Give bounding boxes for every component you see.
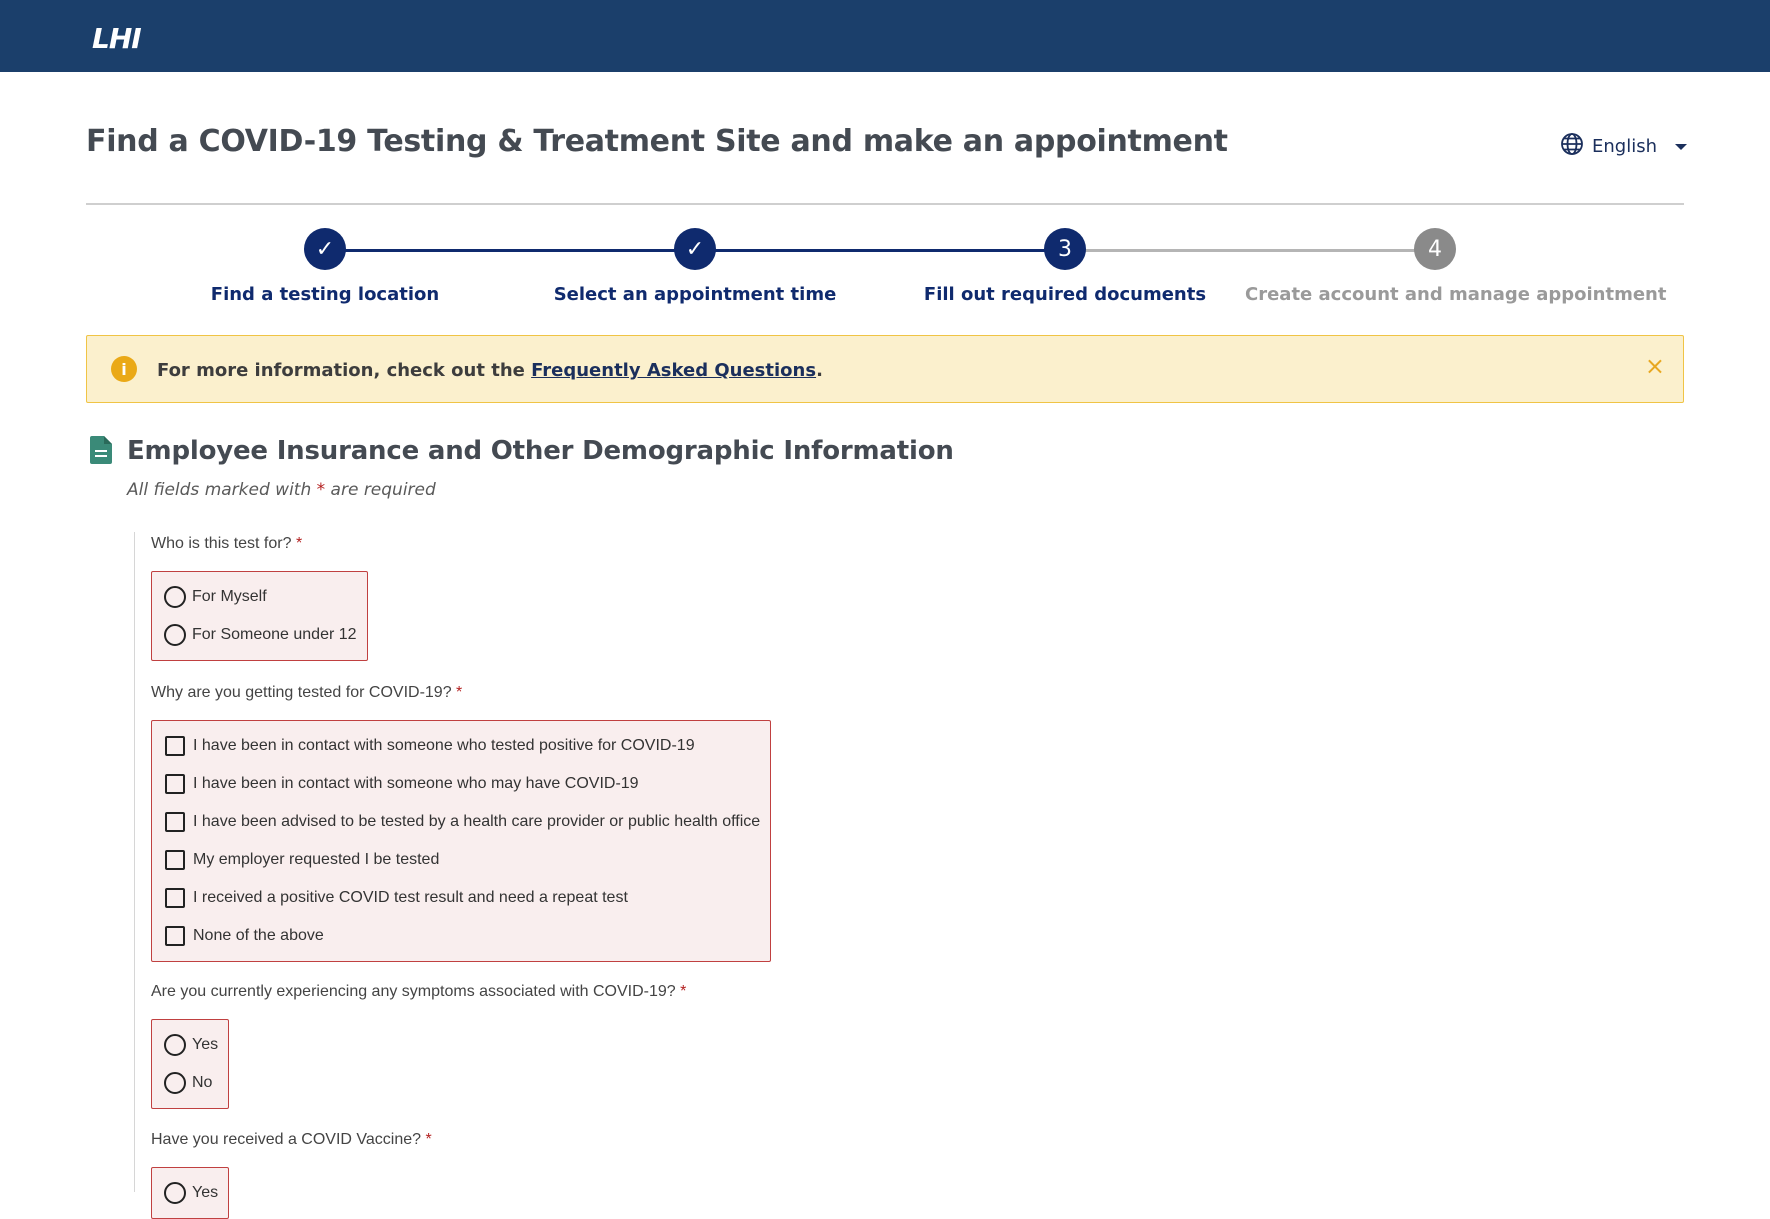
check-icon: ✓ [674,228,716,270]
checkbox-group-reason [151,720,771,962]
check-icon: ✓ [304,228,346,270]
option-label: I received a positive COVID test result and need a repeat test [193,889,628,906]
step-label: Fill out required documents [923,284,1207,305]
required-star: * [680,983,687,1000]
section-title: Employee Insurance and Other Demographic Information [127,436,954,466]
step-create-account [1245,228,1667,305]
option-label: For Myself [192,588,267,605]
info-icon: i [111,356,137,382]
option-label: No [192,1074,213,1091]
checkbox[interactable] [165,774,185,794]
question-text: Why are you getting tested for COVID-19? [151,684,452,701]
progress-stepper [0,228,1770,308]
required-star: * [456,684,463,701]
checkbox-option[interactable] [164,917,760,955]
step-number: 3 [1044,228,1086,270]
question-label [151,684,462,702]
lhi-logo[interactable]: LHI [92,22,141,55]
option-label: I have been in contact with someone who may have COVID-19 [193,775,639,792]
required-fields-note [127,480,436,500]
language-label: English [1592,136,1657,157]
option-label: For Someone under 12 [192,626,357,643]
radio-button[interactable] [164,1072,186,1094]
globe-icon [1560,132,1584,161]
info-message [157,360,823,381]
checkbox[interactable] [165,888,185,908]
required-note-text: All fields marked with [127,480,317,500]
step-number: 4 [1414,228,1456,270]
radio-group-vaccine [151,1167,229,1219]
option-label: Yes [192,1036,219,1053]
required-star: * [316,480,326,500]
radio-group-symptoms [151,1019,229,1109]
required-star: * [425,1131,432,1148]
checkbox-option[interactable] [164,765,760,803]
radio-button[interactable] [164,1034,186,1056]
option-label: I have been advised to be tested by a health care provider or public health office [193,813,761,830]
checkbox-option[interactable] [164,727,760,765]
option-label: Yes [192,1184,219,1201]
question-text: Are you currently experiencing any symptoms associated with COVID-19? [151,983,676,1000]
page-title: Find a COVID-19 Testing & Treatment Site and make an appointment [86,124,1228,159]
step-select-time[interactable] [505,228,885,305]
option-label: I have been in contact with someone who tested positive for COVID-19 [193,737,695,754]
radio-button[interactable] [164,624,186,646]
question-label [151,535,302,553]
radio-option[interactable] [164,1026,218,1064]
language-selector[interactable] [1560,132,1687,161]
radio-button[interactable] [164,1182,186,1204]
checkbox[interactable] [165,812,185,832]
radio-button[interactable] [164,586,186,608]
radio-option[interactable] [164,1064,218,1102]
question-text: Have you received a COVID Vaccine? [151,1131,422,1148]
checkbox[interactable] [165,736,185,756]
required-note-text: are required [325,480,436,500]
checkbox-option[interactable] [164,803,760,841]
question-text: Who is this test for? [151,535,292,552]
info-message-text: For more information, check out the [157,360,532,381]
step-label: Create account and manage appointment [1245,284,1667,305]
step-label: Find a testing location [210,284,440,305]
close-icon[interactable]: × [1644,352,1665,380]
step-fill-documents [875,228,1255,305]
caret-down-icon [1675,144,1687,150]
title-divider [86,203,1684,205]
required-star: * [295,535,303,552]
info-banner [86,335,1684,403]
radio-option[interactable] [164,1174,218,1212]
top-navigation-bar [0,0,1770,72]
faq-link[interactable]: Frequently Asked Questions [531,360,817,381]
radio-group-test-for [151,571,368,661]
checkbox[interactable] [165,850,185,870]
step-find-location[interactable] [135,228,515,305]
option-label: None of the above [193,927,324,944]
document-icon [90,436,112,464]
form-rail [134,532,135,1192]
checkbox-option[interactable] [164,841,760,879]
option-label: My employer requested I be tested [193,851,440,868]
question-label [151,1131,432,1149]
radio-option[interactable] [164,578,357,616]
checkbox[interactable] [165,926,185,946]
radio-option[interactable] [164,616,357,654]
step-label: Select an appointment time [553,284,837,305]
checkbox-option[interactable] [164,879,760,917]
question-label [151,983,686,1001]
info-message-period: . [816,360,823,381]
